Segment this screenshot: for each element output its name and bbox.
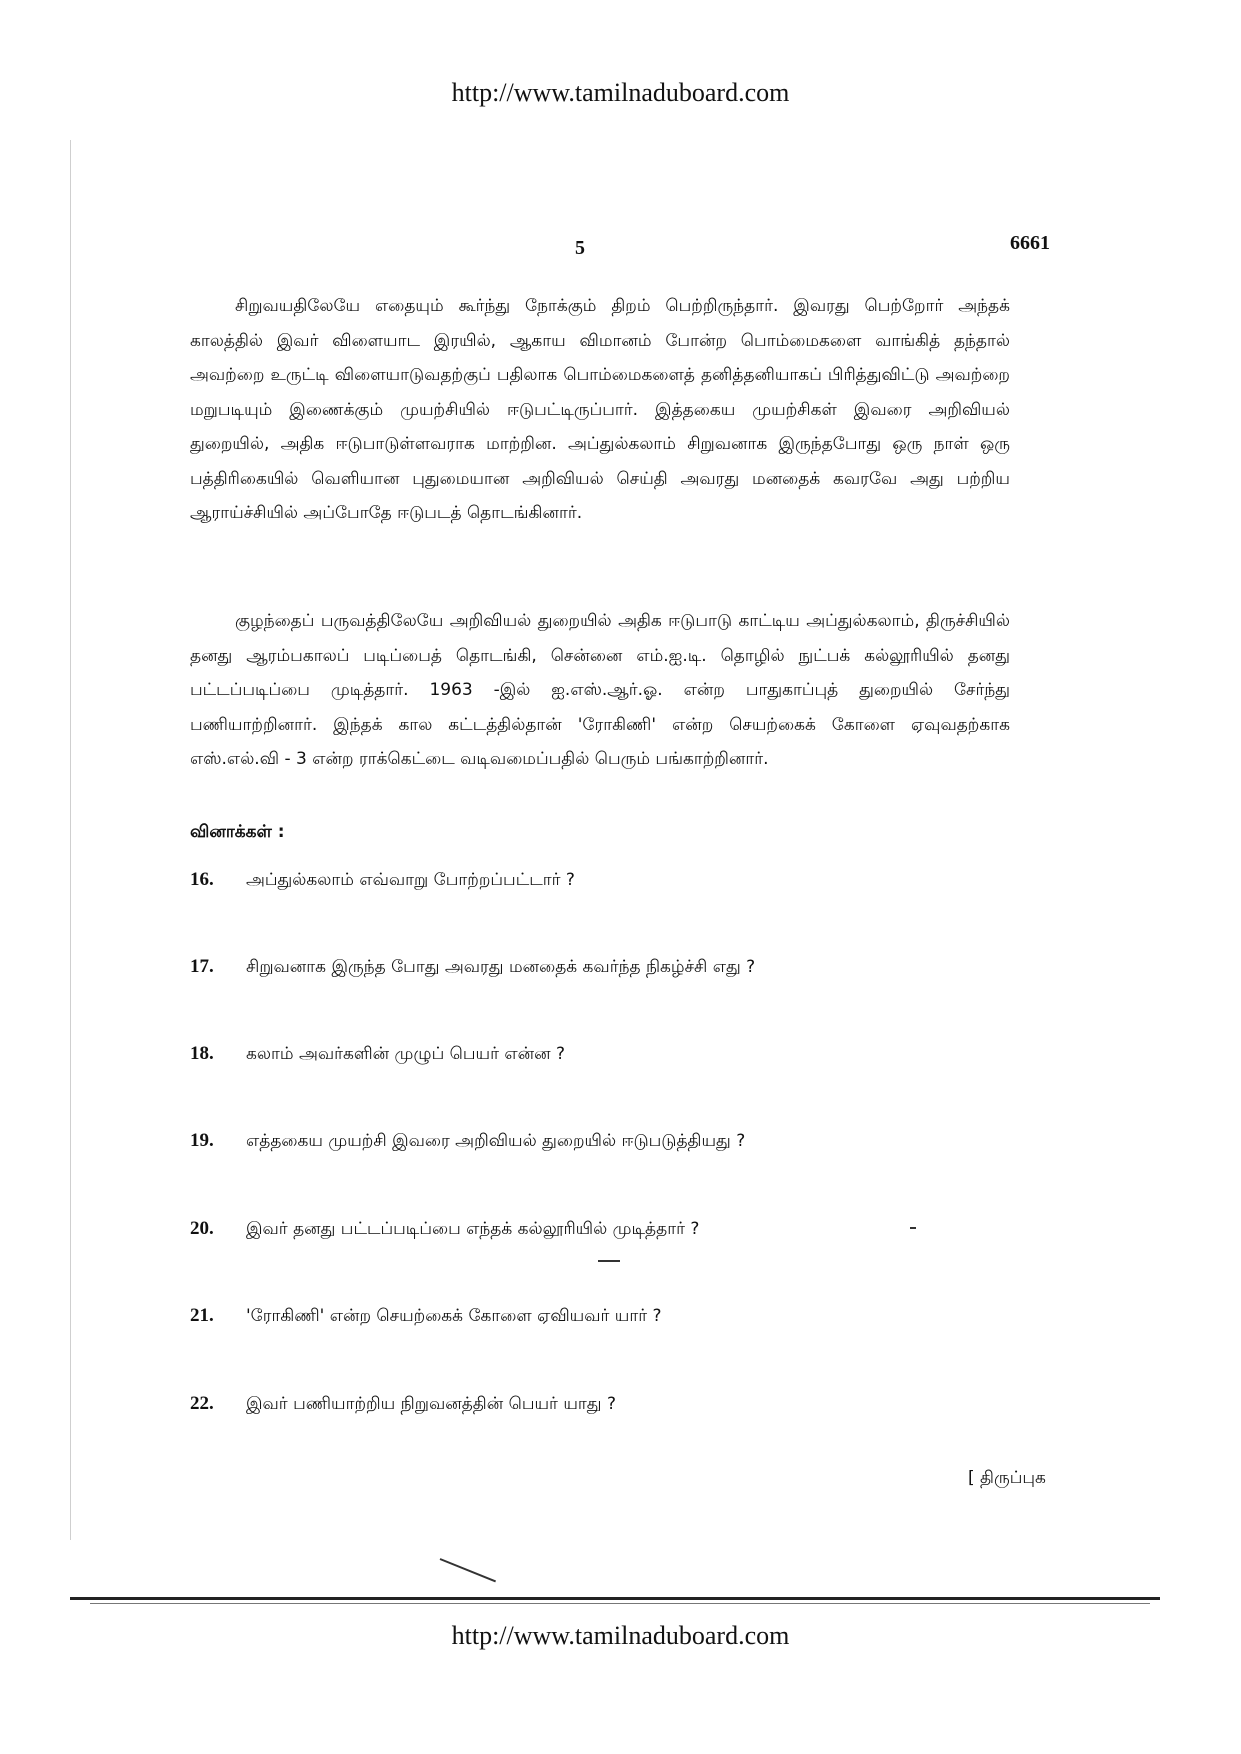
question-16: [190, 869, 1010, 892]
question-number: 17.: [190, 956, 214, 977]
passage-paragraph-2: குழந்தைப் பருவத்திலேயே அறிவியல் துறையில் அதிக ஈடுபாடு காட்டிய அப்துல்கலாம், திருச்சியில் தனது ஆரம்பகாலப் படிப்பைத் தொடங்கி, சென்னை எம்.ஐ.டி. தொழில் நுட்பக் கல்லூரியில் தனது பட்டப்படிப்பை முடித்தார். 1963 -இல் ஐ.எஸ்.ஆர்.ஓ. என்ற பாதுகாப்புத் துறையில் சேர்ந்து பணியாற்றினார். இந்தக் கால கட்டத்தில்தான் 'ரோகிணி' என்ற செயற்கைக் கோளை ஏவுவதற்காக எஸ்.எல்.வி - 3 என்ற ராக்கெட்டை வடிவமைப்பதில் பெரும் பங்காற்றினார்.: [190, 611, 1010, 769]
question-text: 'ரோகிணி' என்ற செயற்கைக் கோளை ஏவியவர் யார் ?: [246, 1306, 662, 1326]
question-number: 16.: [190, 869, 214, 890]
turn-over-note: [ திருப்புக: [968, 1468, 1046, 1488]
question-20: [190, 1218, 1010, 1241]
scan-artifact-dash: [598, 1260, 620, 1262]
scan-artifact-stroke: [440, 1558, 496, 1582]
paper-code: 6661: [1010, 232, 1050, 254]
footer-rule-thin: [90, 1603, 1150, 1604]
question-18: [190, 1043, 1010, 1066]
question-number: 18.: [190, 1043, 214, 1064]
question-22: [190, 1393, 1010, 1416]
question-19: [190, 1130, 1010, 1153]
question-number: 20.: [190, 1218, 214, 1239]
question-text: இவர் பணியாற்றிய நிறுவனத்தின் பெயர் யாது ?: [246, 1394, 616, 1414]
question-text: அப்துல்கலாம் எவ்வாறு போற்றப்பட்டார் ?: [246, 870, 575, 890]
question-text: கலாம் அவர்களின் முழுப் பெயர் என்ன ?: [246, 1044, 566, 1064]
question-number: 19.: [190, 1130, 214, 1151]
scan-artifact-dot: [910, 1227, 916, 1229]
passage-paragraph-1: சிறுவயதிலேயே எதையும் கூர்ந்து நோக்கும் திறம் பெற்றிருந்தார். இவரது பெற்றோர் அந்தக் காலத்தில் இவர் விளையாட இரயில், ஆகாய விமானம் போன்ற பொம்மைகளை வாங்கித் தந்தால் அவற்றை உருட்டி விளையாடுவதற்குப் பதிலாக பொம்மைகளைத் தனித்தனியாகப் பிரித்துவிட்டு அவற்றை மறுபடியும் இணைக்கும் முயற்சியில் ஈடுபட்டிருப்பார். இத்தகைய முயற்சிகள் இவரை அறிவியல் துறையில், அதிக ஈடுபாடுள்ளவராக மாற்றின. அப்துல்கலாம் சிறுவனாக இருந்தபோது ஒரு நாள் ஒரு பத்திரிகையில் வெளியான புதுமையான அறிவியல் செய்தி அவரது மனதைக் கவரவே அது பற்றிய ஆராய்ச்சியில் அப்போதே ஈடுபடத் தொடங்கினார்.: [190, 296, 1010, 523]
questions-heading: வினாக்கள் :: [190, 822, 285, 842]
question-text: இவர் தனது பட்டப்படிப்பை எந்தக் கல்லூரியில் முடித்தார் ?: [246, 1219, 700, 1239]
footer-rule: [70, 1597, 1160, 1600]
question-text: எத்தகைய முயற்சி இவரை அறிவியல் துறையில் ஈடுபடுத்தியது ?: [246, 1131, 746, 1151]
question-21: [190, 1305, 1010, 1328]
footer-url: http://www.tamilnaduboard.com: [451, 1621, 790, 1650]
question-number: 22.: [190, 1393, 214, 1414]
page-number: 5: [575, 237, 585, 259]
scan-margin-line: [70, 140, 71, 1540]
question-17: [190, 956, 1010, 979]
question-number: 21.: [190, 1305, 214, 1326]
question-text: சிறுவனாக இருந்த போது அவரது மனதைக் கவர்ந்த நிகழ்ச்சி எது ?: [246, 957, 756, 977]
header-url: http://www.tamilnaduboard.com: [451, 78, 790, 107]
